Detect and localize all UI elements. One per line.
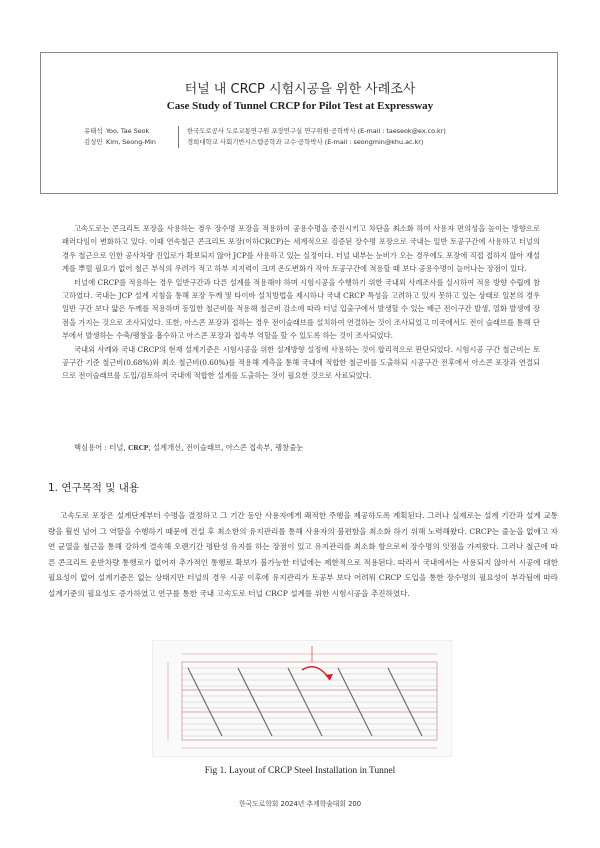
figure-background — [152, 640, 452, 757]
keywords-label: 핵심용어 : — [74, 443, 107, 452]
page-footer: 한국도로학회 2024년 추계학술대회 200 — [238, 800, 362, 808]
title-frame — [40, 52, 558, 194]
author-row — [84, 126, 544, 137]
author-name-en: Kim, Seong-Min — [106, 138, 156, 146]
author-divider — [178, 126, 179, 137]
section-heading: 1. 연구목적 및 내용 — [48, 482, 140, 494]
abstract-paragraph: 고속도로는 콘크리트 포장을 사용하는 경우 장수명 포장을 적용하여 공용수명을 증진시키고 차단을 최소화 하여 사용자 편의성을 높이는 방향으로 패러다임이 변화하고 있다. 이때 연속철근 콘크리트 포장(이하CRCP)는 세계적으로 검증된 장수명 포장으로 국내는 일반 토공구간에 사용하고 터널의 경우 철근으로 인한 공사차량 진입로가 확보되지 않아 JCP를 사용하고 있는 실정이다. 터널 내부는 눈비가 오는 경우에도 포장에 직접 접하지 않아 재설계를 뿌릴 필요가 없어 철근 부식의 우려가 적고 하부 지지력이 크며 온도변화가 작아 토공구간에 적용할 때 보다 공용수명이 늘어나는 장점이 있다. — [62, 224, 541, 274]
author-row — [84, 137, 544, 148]
paper-title-english: Case Study of Tunnel CRCP for Pilot Test at Expressway — [166, 100, 434, 112]
keyword-rest: , 설계개선, 전이슬래브, 아스콘 접속부, 팽창줄눈 — [148, 443, 304, 452]
author-affiliation: 경희대학교 사회기반시스템공학과 교수·공학박사 (E-mail : seongmin@khu.ac.kr) — [187, 138, 424, 146]
abstract-paragraph: 국내외 사례와 국내 CRCP의 현재 설계기준은 시험시공을 위한 설계방향 설정에 사용하는 것이 합리적으로 판단되었다. 시험시공 구간 철근비는 토공구간 기준 철근비(0.68%)와 최소 철근비(0.60%)를 적용해 계측을 통해 국내에 적합한 철근비를 도출하되 시공구간 전후에서 아스콘 포장과 연결되므로 전이슬래브를 도입/검토하여 국내에 적합한 설계를 도출하는 것이 필요한 것으로 사료되었다. — [62, 344, 540, 381]
keyword-bold: CRCP — [128, 443, 149, 452]
author-name-ko: 유태석 — [84, 127, 103, 135]
figure-caption: Fig 1. Layout of CRCP Steel Installation in Tunnel — [204, 766, 396, 776]
author-divider — [178, 137, 179, 148]
abstract — [62, 222, 540, 383]
keyword-lead: 터널 — [109, 443, 124, 452]
abstract-paragraph: 터널에 CRCP를 적용하는 경우 일반구간과 다른 설계를 적용해야 하며 시험시공을 수행하기 위한 국내외 사례조사를 실시하여 적용 방향 수립에 참고하였다. 국내는 JCP 설계 지침을 통해 포장 두께 및 타이바 설치방법을 제시하나 국내 CRCP 특성을 고려하고 있지 못하고 있는 상태로 일본의 경우 일반 구간 보다 얇은 두께를 적용하며 동일한 철근비를 적용해 철근비 감소에 따라 터널 입출구에서 발생할 수 있는 배근 전이구간 발생, 열화 발생에 장점을 가지는 것으로 조사되었다. 또한, 아스콘 포장과 접하는 경우 전이슬래브를 설치하여 연결하는 것이 조사되었고 미국에서도 전이 슬래브를 통해 단부에서 발생하는 수축/팽창을 흡수하고 아스콘 포장과 접속부 역할을 할 수 있도록 하는 것이 조사되었다. — [62, 277, 540, 341]
author-affiliation: 한국도로공사 도로교통연구원 포장연구실 연구위원·공학박사 (E-mail : taeseok@ex.co.kr) — [187, 127, 446, 135]
author-name-en: Yoo, Tae Seok — [106, 127, 150, 135]
section-body — [48, 508, 558, 602]
paper-title-korean: 터널 내 CRCP 시험시공을 위한 사례조사 — [184, 82, 416, 97]
author-list — [84, 126, 544, 148]
rebar-layout-figure — [152, 640, 452, 757]
author-name-ko: 김성민 — [84, 138, 103, 146]
body-paragraph: 고속도로 포장은 설계단계부터 수명을 결정하고 그 기간 동안 사용자에게 쾌적한 주행을 제공하도록 계획된다. 그러나 실제로는 설계 기간과 설계 교통량을 훨씬 넘어 그 역할을 수행하기 때문에 건설 후 최소한의 유지관리를 통해 사용자의 불편함을 최소화 하기 위해 노력해왔다. CRCP는 줄눈을 없애고 자연 균열을 철근을 통해 강하게 결속해 오랜기간 평탄성 유지를 하는 장점이 있고 유지관리를 최소화 함으로써 장수명의 잇점을 가져왔다. 그러나 철근에 따른 콘크리트 운반차량 통행로가 없어져 추가적인 통행로 확보가 불가능한 터널에는 제한적으로 적용된다. 따라서 국내에서는 사용되지 않아서 시공에 대한 필요성이 없어 설계기준은 없는 상태지만 터널의 경우 시공 이후에 유지관리가 토공부 보다 어려워 CRCP 도입을 통한 장수명의 필요성이 부각됨에 따라 설계기준의 필요성도 증가하였고 연구를 통한 국내 고속도로 터널 CRCP 설계를 위한 시험시공을 추진하였다. — [48, 511, 558, 598]
keywords: 핵심용어 : 터널, CRCP, 설계개선, 전이슬래브, 아스콘 접속부, 팽창줄눈 — [74, 443, 304, 452]
